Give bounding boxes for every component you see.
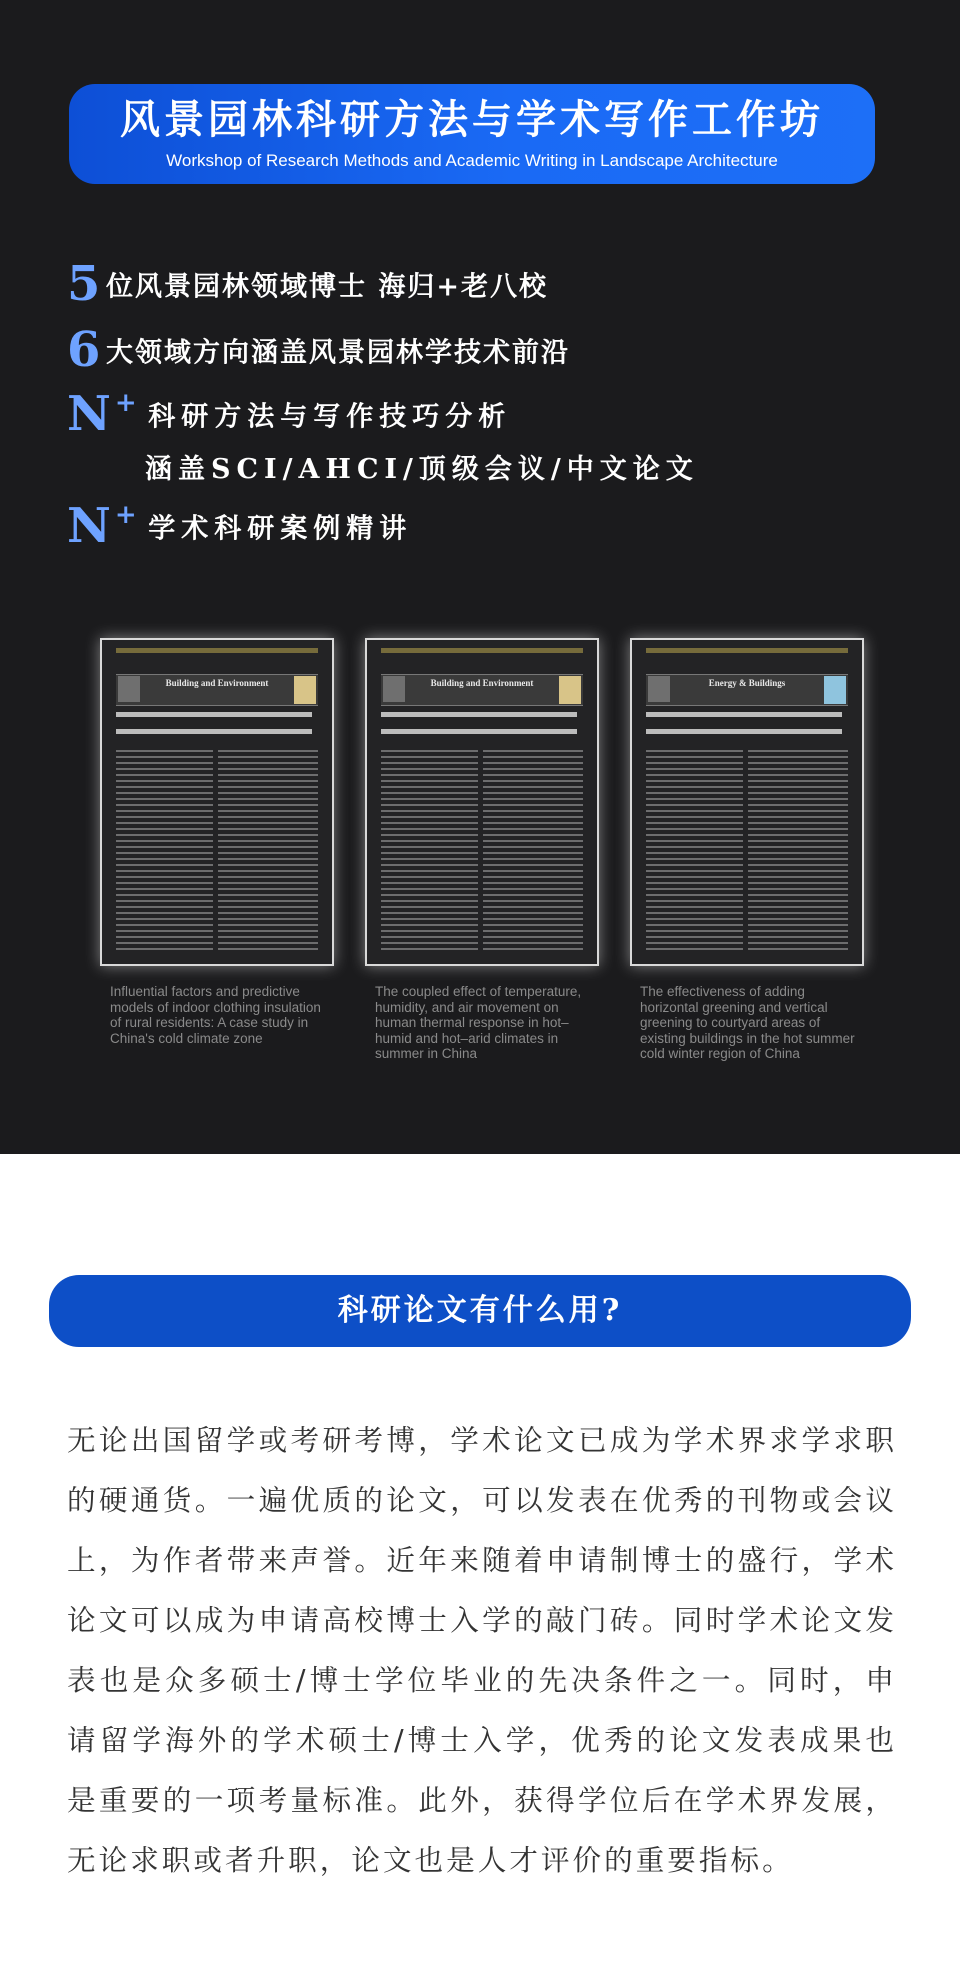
highlight-number: N	[67, 498, 111, 554]
banner-title-cn: 风景园林科研方法与学术写作工作坊	[120, 97, 824, 143]
journal-title: Building and Environment	[430, 678, 534, 688]
plus-sign: +	[114, 388, 137, 418]
highlight-text: 位风景园林领域博士 海归+老八校	[105, 271, 549, 303]
journal-header-line	[381, 648, 583, 653]
paper-title-block	[646, 712, 842, 734]
highlight-number: 6	[67, 322, 101, 378]
paper-thumbnail	[100, 638, 334, 966]
paper-caption: Influential factors and predictive models of indoor clothing insulation of rural residents: A case study in China's cold climate zone	[110, 984, 321, 1046]
banner-title-en: Workshop of Research Methods and Academic Writing in Landscape Architecture	[166, 151, 778, 170]
section-title: 科研论文有什么用?	[337, 1293, 623, 1328]
highlight-3-line-2: 涵盖SCI/AHCI/顶级会议/中文论文	[145, 454, 699, 485]
plus-sign: +	[114, 500, 137, 530]
paper-thumbnail	[630, 638, 864, 966]
paper-text-block	[646, 750, 848, 950]
highlight-2	[67, 322, 570, 378]
paper-text-block	[116, 750, 318, 950]
highlight-number: N	[67, 386, 111, 442]
journal-title: Building and Environment	[165, 678, 269, 688]
journal-header-line	[116, 648, 318, 653]
journal-cover-thumbnail	[294, 676, 316, 704]
highlight-text: 学术科研案例精讲	[148, 513, 413, 545]
journal-cover-thumbnail	[559, 676, 581, 704]
paper-text-block	[381, 750, 583, 950]
paper-title-block	[116, 712, 312, 734]
section-title-pill	[49, 1275, 911, 1347]
paper-thumbnail	[365, 638, 599, 966]
highlight-4	[67, 498, 412, 554]
paper-caption: The coupled effect of temperature, humidity, and air movement on human thermal response in hot–humid and hot–arid climates in summer in China	[375, 984, 582, 1061]
highlight-number: 5	[67, 256, 101, 312]
body-paragraph: 无论出国留学或考研考博，学术论文已成为学术界求学求职的硬通货。一遍优质的论文，可以发表在优秀的刊物或会议上，为作者带来声誉。近年来随着申请制博士的盛行，学术论文可以成为申请高校博士入学的敲门砖。同时学术论文发表也是众多硕士/博士学位毕业的先决条件之一。同时，申请留学海外的学术硕士/博士入学，优秀的论文发表成果也是重要的一项考量标准。此外，获得学位后在学术界发展，无论求职或者升职，论文也是人才评价的重要指标。	[67, 1423, 897, 1877]
highlight-3	[67, 386, 511, 442]
highlight-text: 科研方法与写作技巧分析	[148, 401, 512, 433]
journal-header-line	[646, 648, 848, 653]
highlight-1	[67, 256, 548, 312]
title-banner	[69, 84, 875, 184]
journal-title: Energy & Buildings	[708, 678, 786, 688]
paper-title-block	[381, 712, 577, 734]
paper-caption: The effectiveness of adding horizontal greening and vertical greening to courtyard areas of existing buildings in the hot summer cold winter region of China	[640, 984, 855, 1061]
highlight-text: 大领域方向涵盖风景园林学技术前沿	[105, 337, 570, 369]
journal-cover-thumbnail	[824, 676, 846, 704]
